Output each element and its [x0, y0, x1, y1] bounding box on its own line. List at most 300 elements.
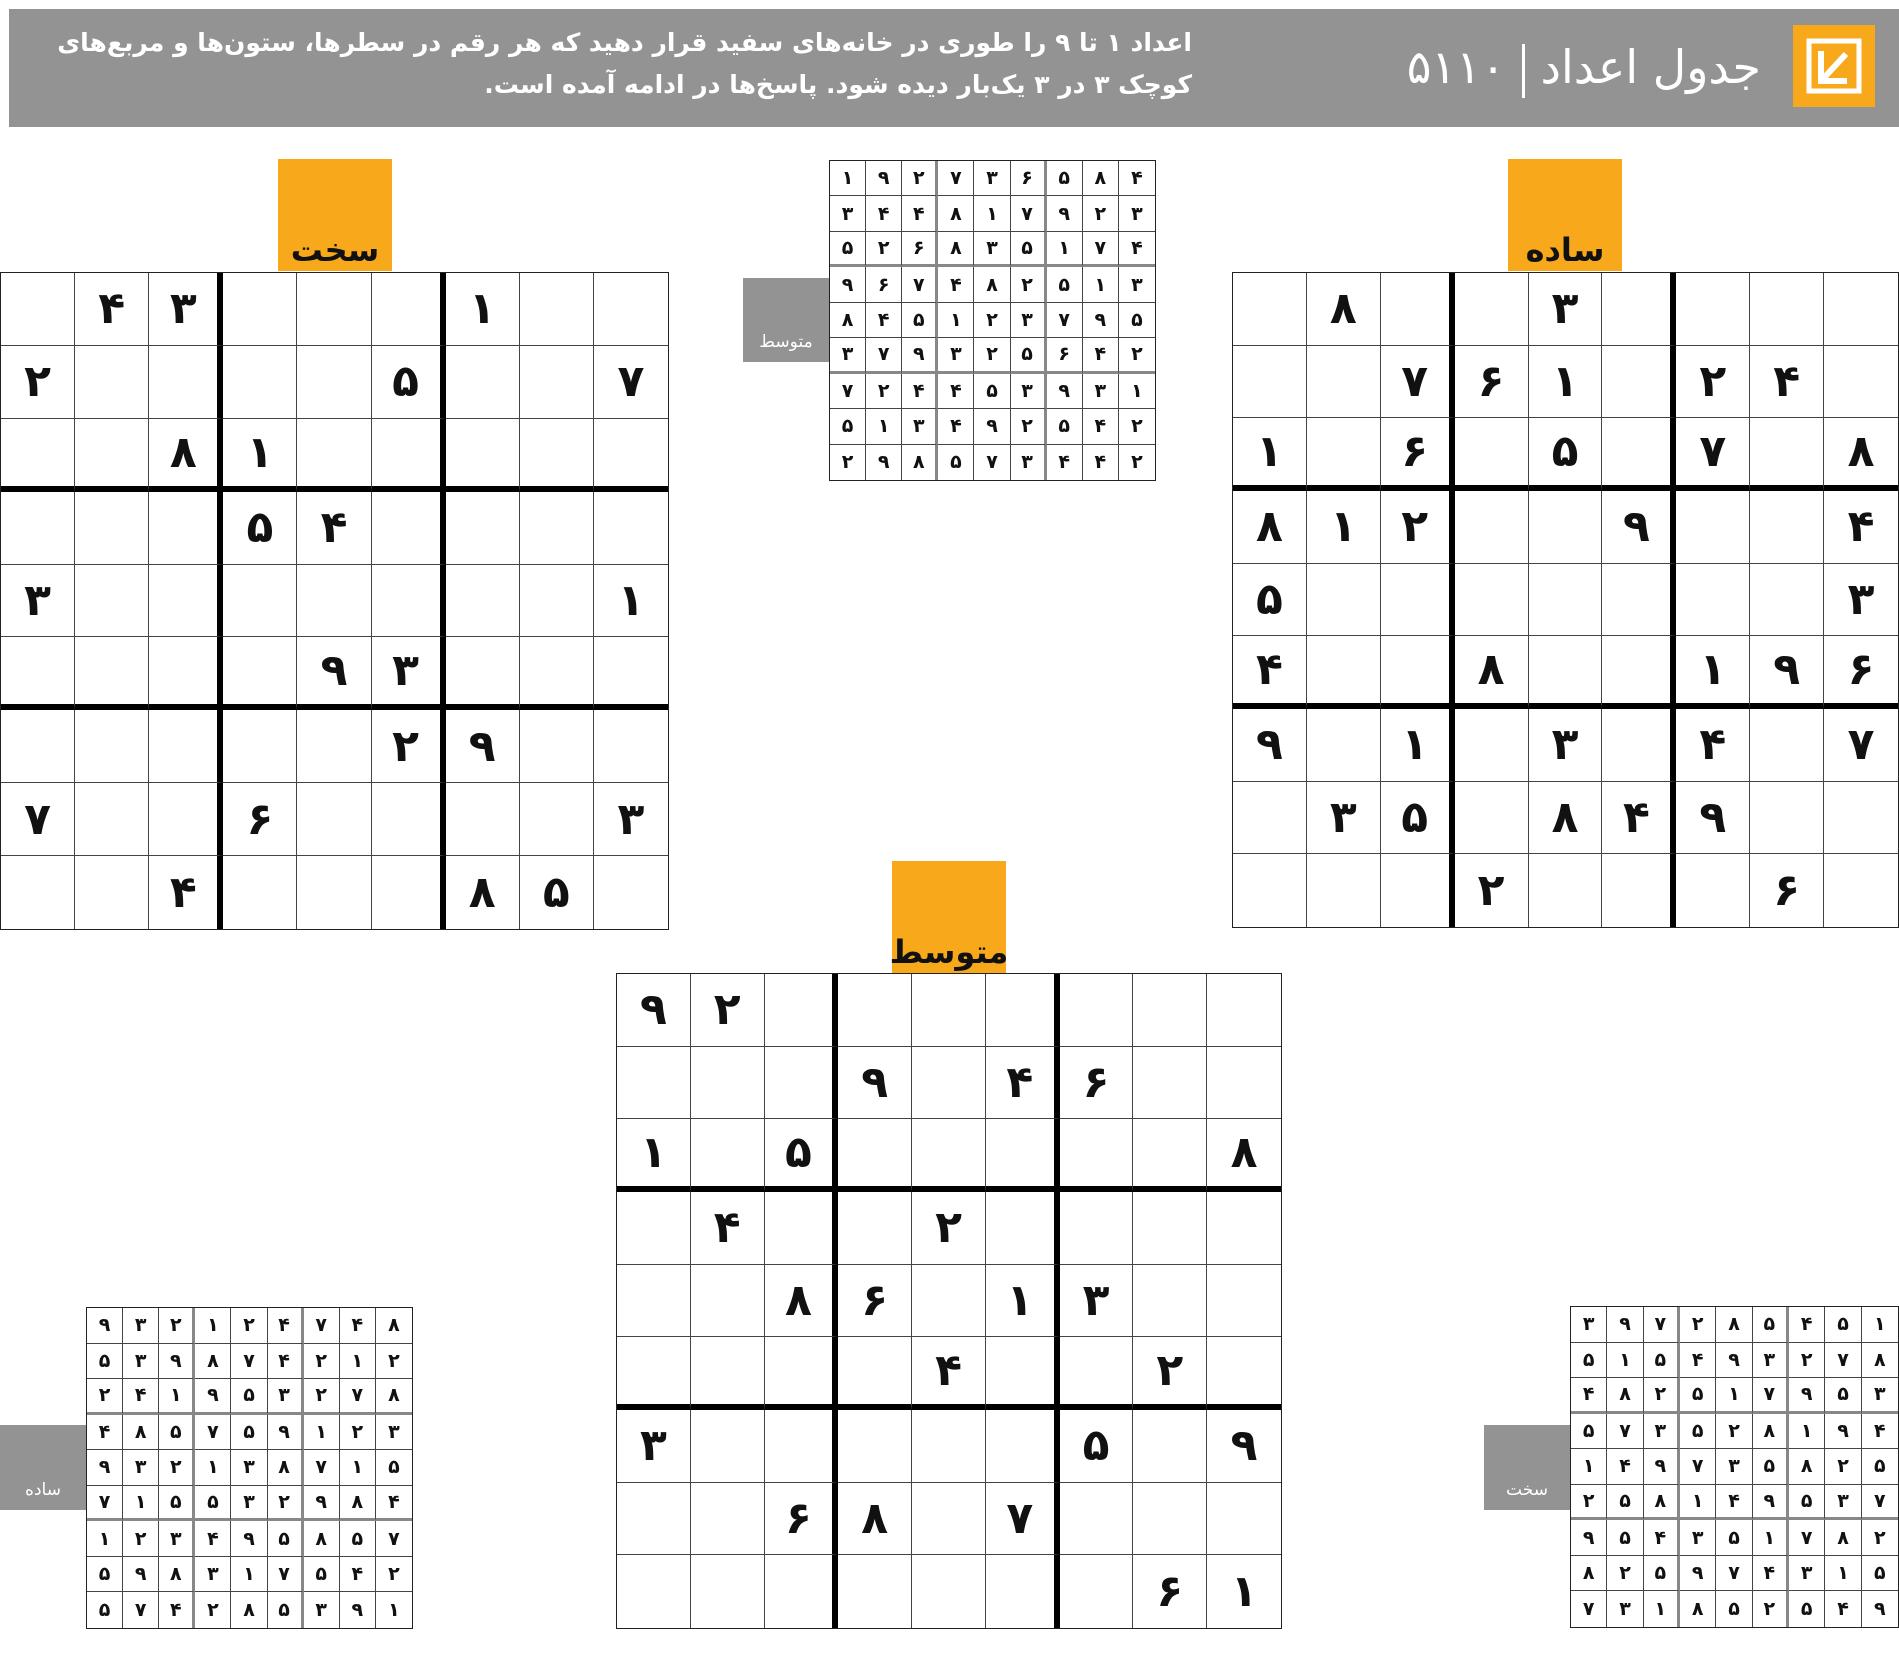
sudoku-cell [1233, 346, 1307, 419]
solution-cell: ۴ [268, 1308, 304, 1344]
sudoku-cell: ۷ [1, 783, 75, 856]
sudoku-cell [520, 783, 594, 856]
sudoku-cell [1750, 782, 1824, 855]
solution-cell: ۳ [1011, 303, 1047, 338]
sudoku-cell [149, 492, 223, 565]
sudoku-cell [1133, 1265, 1207, 1338]
sudoku-cell: ۸ [1455, 636, 1529, 709]
solution-cell: ۴ [866, 196, 902, 231]
sudoku-cell [1529, 564, 1603, 637]
solution-cell: ۴ [1825, 1591, 1861, 1627]
sudoku-cell [372, 273, 446, 346]
sudoku-cell [1824, 854, 1898, 927]
sudoku-cell: ۶ [765, 1483, 839, 1556]
solution-cell: ۵ [1571, 1343, 1607, 1379]
sudoku-cell: ۲ [372, 710, 446, 783]
solution-cell: ۹ [1607, 1307, 1643, 1343]
sudoku-cell [520, 346, 594, 419]
sudoku-cell [838, 1192, 912, 1265]
sudoku-cell [765, 1192, 839, 1265]
solution-cell: ۹ [866, 445, 902, 480]
sudoku-cell [520, 273, 594, 346]
solution-cell: ۲ [1083, 196, 1119, 231]
sudoku-cell: ۹ [1676, 782, 1750, 855]
sudoku-cell [297, 273, 371, 346]
sudoku-cell: ۸ [1233, 491, 1307, 564]
solution-cell: ۸ [1607, 1378, 1643, 1414]
sudoku-cell: ۴ [1824, 491, 1898, 564]
sudoku-cell: ۸ [149, 419, 223, 492]
sudoku-cell [1602, 418, 1676, 491]
sudoku-cell [594, 637, 668, 710]
solution-cell: ۱ [231, 1557, 267, 1593]
sudoku-cell: ۲ [1381, 491, 1455, 564]
solution-cell: ۴ [195, 1521, 231, 1557]
sudoku-cell: ۴ [1676, 709, 1750, 782]
solution-cell: ۴ [340, 1308, 376, 1344]
solution-cell: ۷ [1716, 1556, 1752, 1592]
sudoku-cell [1455, 273, 1529, 346]
issue-number: ۵۱۱۰ [1406, 40, 1506, 94]
solution-cell: ۶ [1011, 161, 1047, 196]
solution-cell: ۳ [1825, 1485, 1861, 1521]
title-text: جدول اعداد [1540, 40, 1761, 94]
solution-cell: ۹ [87, 1450, 123, 1486]
sudoku-cell: ۱ [223, 419, 297, 492]
sudoku-cell [1207, 1047, 1281, 1120]
solution-cell: ۷ [1644, 1307, 1680, 1343]
solution-cell: ۳ [1789, 1556, 1825, 1592]
sudoku-cell [297, 856, 371, 929]
solution-cell: ۳ [1753, 1343, 1789, 1379]
solution-cell: ۳ [123, 1308, 159, 1344]
solution-cell: ۹ [1083, 303, 1119, 338]
solution-cell: ۲ [304, 1344, 340, 1380]
solution-cell: ۲ [268, 1486, 304, 1522]
solution-cell: ۵ [1571, 1414, 1607, 1450]
solution-cell: ۲ [376, 1557, 412, 1593]
solution-cell: ۲ [231, 1308, 267, 1344]
sudoku-cell: ۳ [1529, 709, 1603, 782]
sudoku-cell: ۹ [617, 974, 691, 1047]
sudoku-cell: ۶ [1060, 1047, 1134, 1120]
solution-cell: ۵ [1680, 1414, 1716, 1450]
instructions-text: اعداد ۱ تا ۹ را طوری در خانه‌های سفید قرار دهید که هر رقم در سطرها، ستون‌ها و مربع‌های کوچک ۳ در ۳ یک‌بار دیده شود. پاسخ‌ها در ادامه آمده است. [57, 28, 1192, 99]
solution-cell: ۹ [195, 1379, 231, 1415]
sudoku-cell [986, 1410, 1060, 1483]
sudoku-cell: ۶ [1824, 636, 1898, 709]
sudoku-cell [1207, 974, 1281, 1047]
hard-solution-label: سخت [1484, 1425, 1570, 1510]
solution-cell: ۹ [87, 1308, 123, 1344]
sudoku-cell [149, 783, 223, 856]
sudoku-cell [223, 565, 297, 638]
sudoku-cell: ۷ [594, 346, 668, 419]
solution-cell: ۱ [1644, 1591, 1680, 1627]
solution-cell: ۵ [376, 1450, 412, 1486]
sudoku-cell: ۵ [1529, 418, 1603, 491]
sudoku-cell [617, 1265, 691, 1338]
solution-cell: ۲ [1119, 338, 1155, 373]
sudoku-cell [594, 710, 668, 783]
solution-cell: ۲ [902, 161, 938, 196]
sudoku-cell [1602, 273, 1676, 346]
sudoku-cell [149, 710, 223, 783]
solution-cell: ۵ [1607, 1520, 1643, 1556]
sudoku-cell: ۸ [446, 856, 520, 929]
sudoku-cell [1824, 346, 1898, 419]
sudoku-cell [1133, 1047, 1207, 1120]
solution-cell: ۱ [340, 1450, 376, 1486]
sudoku-cell: ۹ [1233, 709, 1307, 782]
sudoku-cell: ۵ [1233, 564, 1307, 637]
solution-cell: ۱ [1753, 1520, 1789, 1556]
solution-cell: ۵ [902, 303, 938, 338]
solution-cell: ۵ [1825, 1378, 1861, 1414]
sudoku-cell [1060, 974, 1134, 1047]
sudoku-cell: ۶ [223, 783, 297, 856]
solution-cell: ۳ [1607, 1591, 1643, 1627]
sudoku-cell [838, 1555, 912, 1628]
sudoku-cell: ۳ [149, 273, 223, 346]
solution-cell: ۵ [830, 409, 866, 444]
sudoku-cell: ۵ [372, 346, 446, 419]
solution-cell: ۴ [938, 409, 974, 444]
sudoku-cell [986, 1555, 1060, 1628]
solution-cell: ۲ [1571, 1485, 1607, 1521]
solution-cell: ۲ [866, 232, 902, 267]
solution-cell: ۴ [1083, 445, 1119, 480]
solution-cell: ۸ [974, 267, 1010, 302]
solution-cell: ۲ [159, 1450, 195, 1486]
solution-cell: ۹ [1825, 1414, 1861, 1450]
sudoku-cell [594, 856, 668, 929]
solution-cell: ۴ [902, 374, 938, 409]
solution-cell: ۹ [123, 1557, 159, 1593]
sudoku-cell [765, 1337, 839, 1410]
sudoku-cell [446, 419, 520, 492]
solution-cell: ۲ [1753, 1591, 1789, 1627]
solution-cell: ۷ [340, 1379, 376, 1415]
sudoku-cell: ۳ [1060, 1265, 1134, 1338]
solution-cell: ۳ [1083, 374, 1119, 409]
solution-cell: ۶ [1047, 338, 1083, 373]
sudoku-cell [1233, 782, 1307, 855]
sudoku-cell: ۹ [838, 1047, 912, 1120]
sudoku-cell [1381, 636, 1455, 709]
sudoku-cell: ۳ [1307, 782, 1381, 855]
solution-cell: ۸ [376, 1308, 412, 1344]
sudoku-cell [912, 1047, 986, 1120]
solution-cell: ۲ [304, 1379, 340, 1415]
solution-cell: ۵ [231, 1415, 267, 1451]
sudoku-cell [1307, 418, 1381, 491]
sudoku-cell: ۲ [691, 974, 765, 1047]
solution-cell: ۱ [938, 303, 974, 338]
sudoku-cell: ۸ [1207, 1119, 1281, 1192]
sudoku-cell [75, 346, 149, 419]
solution-cell: ۵ [1716, 1591, 1752, 1627]
solution-cell: ۵ [268, 1592, 304, 1628]
sudoku-cell [149, 346, 223, 419]
sudoku-cell [223, 273, 297, 346]
solution-cell: ۴ [1680, 1343, 1716, 1379]
sudoku-cell: ۱ [1529, 346, 1603, 419]
solution-cell: ۴ [87, 1415, 123, 1451]
sudoku-cell [1307, 709, 1381, 782]
sudoku-cell [75, 637, 149, 710]
solution-cell: ۲ [376, 1344, 412, 1380]
sudoku-cell: ۱ [1230, 1566, 1258, 1618]
solution-cell: ۷ [304, 1308, 340, 1344]
solution-cell: ۸ [231, 1592, 267, 1628]
solution-cell: ۴ [1644, 1520, 1680, 1556]
sudoku-cell [691, 1119, 765, 1192]
solution-cell: ۱ [1571, 1449, 1607, 1485]
sudoku-cell [75, 565, 149, 638]
sudoku-cell: ۹ [1750, 636, 1824, 709]
logo-icon [1806, 38, 1862, 94]
sudoku-cell [520, 710, 594, 783]
solution-cell: ۴ [1083, 409, 1119, 444]
sudoku-cell: ۴ [912, 1337, 986, 1410]
sudoku-cell [594, 419, 668, 492]
solution-cell: ۸ [123, 1415, 159, 1451]
solution-cell: ۴ [123, 1379, 159, 1415]
sudoku-cell [1676, 854, 1750, 927]
solution-cell: ۲ [1825, 1449, 1861, 1485]
solution-cell: ۷ [830, 374, 866, 409]
solution-cell: ۵ [1862, 1556, 1898, 1592]
sudoku-cell [1060, 1337, 1134, 1410]
sudoku-cell [1, 273, 75, 346]
solution-cell: ۶ [902, 232, 938, 267]
sudoku-cell [1602, 854, 1676, 927]
sudoku-cell [912, 1265, 986, 1338]
sudoku-cell: ۵ [520, 856, 594, 929]
page-title [1407, 22, 1761, 112]
solution-cell: ۷ [866, 338, 902, 373]
solution-cell: ۸ [1862, 1343, 1898, 1379]
easy-puzzle-grid [1232, 272, 1899, 928]
sudoku-cell: ۶ [1381, 418, 1455, 491]
solution-cell: ۸ [1789, 1449, 1825, 1485]
solution-cell: ۴ [340, 1557, 376, 1593]
solution-cell: ۹ [1644, 1449, 1680, 1485]
sudoku-cell [1602, 636, 1676, 709]
sudoku-cell: ۲ [1676, 346, 1750, 419]
solution-cell: ۳ [1011, 374, 1047, 409]
sudoku-cell [372, 856, 446, 929]
sudoku-cell [691, 1555, 765, 1628]
solution-cell: ۴ [1047, 445, 1083, 480]
sudoku-cell [1133, 1410, 1207, 1483]
sudoku-cell: ۸ [838, 1483, 912, 1556]
hard-solution-grid [1570, 1306, 1899, 1628]
solution-cell: ۲ [1131, 451, 1143, 474]
solution-cell: ۱ [159, 1379, 195, 1415]
solution-cell: ۵ [1753, 1449, 1789, 1485]
solution-cell: ۱ [1047, 232, 1083, 267]
sudoku-cell [617, 1047, 691, 1120]
sudoku-cell: ۸ [765, 1265, 839, 1338]
solution-cell: ۴ [1789, 1307, 1825, 1343]
sudoku-cell [691, 1483, 765, 1556]
solution-cell: ۳ [123, 1450, 159, 1486]
solution-cell: ۱ [1862, 1307, 1898, 1343]
sudoku-cell [1455, 709, 1529, 782]
solution-cell: ۵ [340, 1521, 376, 1557]
solution-cell: ۵ [268, 1521, 304, 1557]
solution-cell: ۵ [1119, 303, 1155, 338]
solution-cell: ۵ [1047, 161, 1083, 196]
sudoku-cell [223, 856, 297, 929]
sudoku-cell: ۴ [297, 492, 371, 565]
sudoku-cell: ۳ [617, 1410, 691, 1483]
sudoku-cell [912, 1119, 986, 1192]
sudoku-cell [986, 1192, 1060, 1265]
sudoku-cell [1207, 1265, 1281, 1338]
sudoku-cell [1676, 273, 1750, 346]
sudoku-cell [1233, 273, 1307, 346]
sudoku-cell: ۶ [1455, 346, 1529, 419]
sudoku-cell [1750, 564, 1824, 637]
sudoku-cell: ۸ [1529, 782, 1603, 855]
solution-cell: ۹ [1047, 374, 1083, 409]
sudoku-cell: ۲ [1, 346, 75, 419]
sudoku-cell: ۱ [986, 1265, 1060, 1338]
solution-cell: ۹ [231, 1521, 267, 1557]
sudoku-cell [912, 1483, 986, 1556]
solution-cell: ۵ [87, 1557, 123, 1593]
solution-cell: ۳ [159, 1521, 195, 1557]
solution-cell: ۱ [304, 1415, 340, 1451]
medium-puzzle-grid [616, 973, 1282, 1629]
sudoku-cell: ۵ [765, 1119, 839, 1192]
solution-cell: ۹ [866, 161, 902, 196]
sudoku-cell: ۳ [372, 637, 446, 710]
solution-cell: ۹ [1716, 1343, 1752, 1379]
solution-cell: ۷ [304, 1450, 340, 1486]
hard-puzzle-grid [0, 272, 669, 930]
sudoku-cell [1, 856, 75, 929]
solution-cell: ۸ [376, 1379, 412, 1415]
solution-cell: ۳ [902, 409, 938, 444]
sudoku-cell [594, 492, 668, 565]
sudoku-cell [75, 492, 149, 565]
solution-cell: ۷ [268, 1557, 304, 1593]
solution-cell: ۷ [1047, 303, 1083, 338]
solution-cell: ۲ [87, 1379, 123, 1415]
solution-cell: ۴ [1119, 232, 1155, 267]
solution-cell: ۳ [974, 232, 1010, 267]
sudoku-cell [691, 1265, 765, 1338]
sudoku-cell: ۶ [838, 1265, 912, 1338]
solution-cell: ۵ [938, 445, 974, 480]
sudoku-cell: ۲ [1455, 854, 1529, 927]
solution-cell: ۱ [974, 196, 1010, 231]
sudoku-cell [1455, 564, 1529, 637]
solution-cell: ۲ [974, 338, 1010, 373]
solution-cell: ۹ [1047, 196, 1083, 231]
sudoku-cell: ۴ [1233, 636, 1307, 709]
sudoku-cell [1233, 854, 1307, 927]
solution-cell: ۳ [938, 338, 974, 373]
hard-puzzle-label: سخت [278, 159, 392, 271]
solution-cell: ۷ [1571, 1591, 1607, 1627]
solution-cell: ۵ [87, 1592, 123, 1628]
solution-cell: ۳ [1119, 196, 1155, 231]
sudoku-cell: ۷ [986, 1483, 1060, 1556]
sudoku-cell [765, 1555, 839, 1628]
solution-cell: ۳ [830, 338, 866, 373]
sudoku-cell [1824, 273, 1898, 346]
sudoku-cell: ۵ [1381, 782, 1455, 855]
solution-cell: ۱ [1119, 374, 1155, 409]
solution-cell: ۱ [195, 1450, 231, 1486]
solution-cell: ۱ [388, 1599, 400, 1622]
solution-cell: ۳ [1119, 267, 1155, 302]
solution-cell: ۷ [231, 1344, 267, 1380]
solution-cell: ۴ [866, 303, 902, 338]
solution-cell: ۳ [830, 196, 866, 231]
sudoku-cell [372, 565, 446, 638]
solution-cell: ۸ [938, 196, 974, 231]
solution-cell: ۱ [830, 161, 866, 196]
solution-cell: ۸ [1716, 1307, 1752, 1343]
sudoku-cell [1602, 709, 1676, 782]
solution-cell: ۲ [1011, 267, 1047, 302]
solution-cell: ۲ [1680, 1307, 1716, 1343]
sudoku-cell [594, 273, 668, 346]
solution-cell: ۵ [1644, 1556, 1680, 1592]
sudoku-cell [986, 974, 1060, 1047]
sudoku-cell: ۱ [1233, 418, 1307, 491]
solution-cell: ۹ [974, 409, 1010, 444]
sudoku-cell: ۱ [594, 565, 668, 638]
sudoku-cell [838, 1119, 912, 1192]
sudoku-cell [1207, 1337, 1281, 1410]
solution-cell: ۳ [1680, 1520, 1716, 1556]
solution-cell: ۲ [340, 1415, 376, 1451]
sudoku-cell: ۸ [1307, 273, 1381, 346]
solution-cell: ۴ [1083, 338, 1119, 373]
solution-cell: ۷ [1753, 1378, 1789, 1414]
solution-cell: ۱ [1716, 1378, 1752, 1414]
sudoku-cell [838, 974, 912, 1047]
sudoku-cell [1, 492, 75, 565]
solution-cell: ۳ [231, 1450, 267, 1486]
solution-cell: ۷ [376, 1521, 412, 1557]
sudoku-cell [1381, 854, 1455, 927]
solution-cell: ۲ [1644, 1378, 1680, 1414]
solution-cell: ۹ [268, 1415, 304, 1451]
solution-cell: ۲ [195, 1592, 231, 1628]
sudoku-cell [75, 710, 149, 783]
sudoku-cell [691, 1047, 765, 1120]
solution-cell: ۵ [1862, 1449, 1898, 1485]
sudoku-cell [297, 783, 371, 856]
solution-cell: ۹ [1874, 1598, 1886, 1621]
sudoku-cell [1529, 636, 1603, 709]
solution-cell: ۷ [1680, 1449, 1716, 1485]
solution-cell: ۵ [304, 1557, 340, 1593]
solution-cell: ۷ [974, 445, 1010, 480]
solution-cell: ۲ [1716, 1414, 1752, 1450]
sudoku-cell [1133, 1483, 1207, 1556]
solution-cell: ۸ [195, 1344, 231, 1380]
sudoku-cell: ۳ [1824, 564, 1898, 637]
